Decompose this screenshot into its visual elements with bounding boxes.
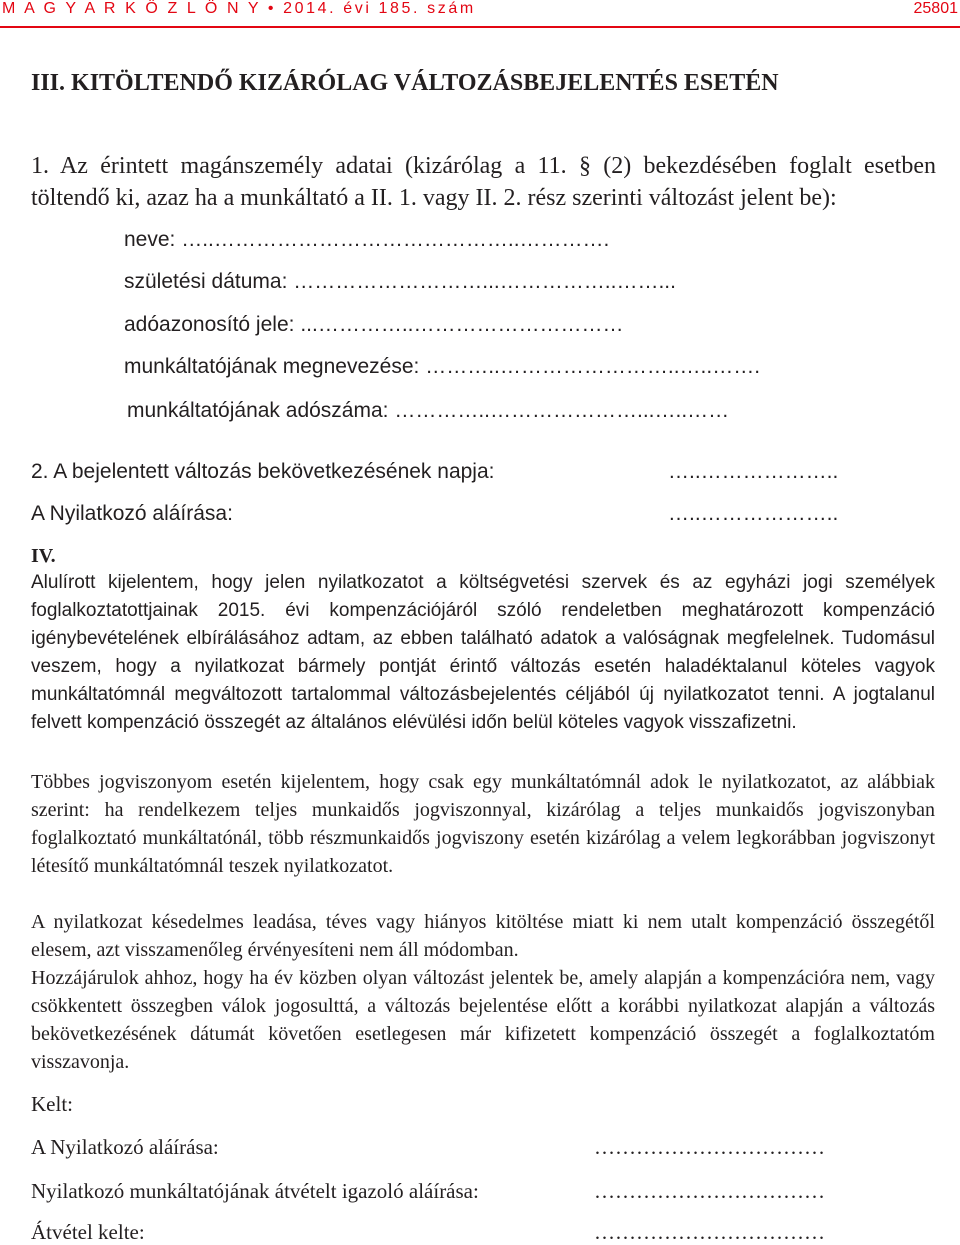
section-3-intro [31,150,936,214]
intro-line-1: 1. Az érintett magánszemély adatai (kizárólag a 11. § (2) bekezdésében foglalt esetben [31,153,936,179]
journal-title: M A G Y A R K Ö Z L Ö N Y • 2014. évi 185. szám [2,0,476,17]
declaration-paragraph-4: Hozzájárulok ahhoz, hogy ha év közben olyan változást jelentek be, amely alapján a kompenzációra nem, vagy csökkentett összegben válok jogosulttá, a változás bejelentése előtt a korábbi nyilatkozat alapján a változás bekövetkezésének dátumát követően esetlegesen már kifizetett kompenzáció összegét a foglalkoztatóm visszavonja. [31,967,935,1073]
field-birth-date[interactable] [124,270,676,294]
field-name-dots: …..……………………………………..…………. [181,228,610,251]
section-3-title: III. KITÖLTENDŐ KIZÁRÓLAG VÁLTOZÁSBEJELENTÉS ESETÉN [31,70,779,96]
declarant-signature-field[interactable]: …..……………….. [668,502,839,525]
sign-row-receipt-date-field[interactable]: …………………………… [594,1220,825,1244]
field-birth-date-label: születési dátuma: [124,270,288,293]
header-rule [0,26,960,28]
field-tax-id-label: adóazonosító jele: [124,313,295,336]
sign-row-declarant-field[interactable]: …………………………… [594,1135,825,1159]
sign-row-employer-label: Nyilatkozó munkáltatójának átvételt igazoló aláírása: [31,1179,479,1203]
field-employer-name-dots: ………..……………………..…..……. [425,355,761,378]
field-employer-tax-number-dots: …………..…………………...…..…… [394,399,730,422]
declaration-paragraph-2: Többes jogviszonyom esetén kijelentem, hogy csak egy munkáltatómnál adok le nyilatkozatot, az alábbiak szerint: ha rendelkezem teljes munkaidős jogviszonnyal, kizárólag a teljes munkaidős jogviszonyban foglalkoztató munkáltatónál, több részmunkaidős jogviszony esetén kizárólag a velem legkorábban jogviszonyt létesítő munkáltatómnál teszek nyilatkozatot. [31,771,935,877]
field-name-label: neve: [124,228,176,251]
kelt-label: Kelt: [31,1092,73,1116]
page-number: 25801 [913,0,958,17]
sign-row-employer-field[interactable]: …………………………… [594,1179,825,1203]
field-birth-date-dots: ………………………...……………..……... [293,270,676,293]
field-tax-id-dots: ...…………..………………………… [300,313,624,336]
field-employer-name[interactable] [124,355,760,379]
declaration-paragraph-1: Alulírott kijelentem, hogy jelen nyilatkozatot a költségvetési szervek és az egyházi jogi személyek foglalkoztatottjainak 2015. évi kompenzációjáról szóló rendeletben meghatározott kompenzáció igénybevételének elbírálásához adtam, az ebben található adatok a valóságnak megfelelnek. Tudomásul veszem, hogy a nyilatkozat bármely pontját érintő változás esetén haladéktalanul köteles vagyok munkáltatómnál megváltozott tartalommal változásbejelentés céljából új nyilatkozatot tenni. A jogtalanul felvett kompenzáció összegét az általános elévülési időn belül köteles vagyok visszafizetni. [31,572,935,733]
change-date-label: 2. A bejelentett változás bekövetkezésének napja: [31,460,495,483]
declarant-signature-label: A Nyilatkozó aláírása: [31,502,233,525]
field-tax-id[interactable] [124,313,624,337]
declaration-paragraph-3: A nyilatkozat késedelmes leadása, téves vagy hiányos kitöltése miatt ki nem utalt kompenzáció összegétől elesem, azt visszamenőleg érvényesíteni nem áll módomban. [31,911,935,961]
intro-line-2: töltendő ki, azaz ha a munkáltató a II. 1. vagy II. 2. rész szerinti változást jelent be): [31,185,837,211]
field-employer-name-label: munkáltatójának megnevezése: [124,355,420,378]
sign-row-receipt-date-label: Átvétel kelte: [31,1220,145,1244]
change-date-field[interactable]: …..……………….. [668,460,839,483]
field-name[interactable] [124,228,609,252]
field-employer-tax-number-label: munkáltatójának adószáma: [127,399,389,422]
section-4-title: IV. [31,545,56,567]
field-employer-tax-number[interactable] [127,399,729,423]
sign-row-declarant-label: A Nyilatkozó aláírása: [31,1135,219,1159]
